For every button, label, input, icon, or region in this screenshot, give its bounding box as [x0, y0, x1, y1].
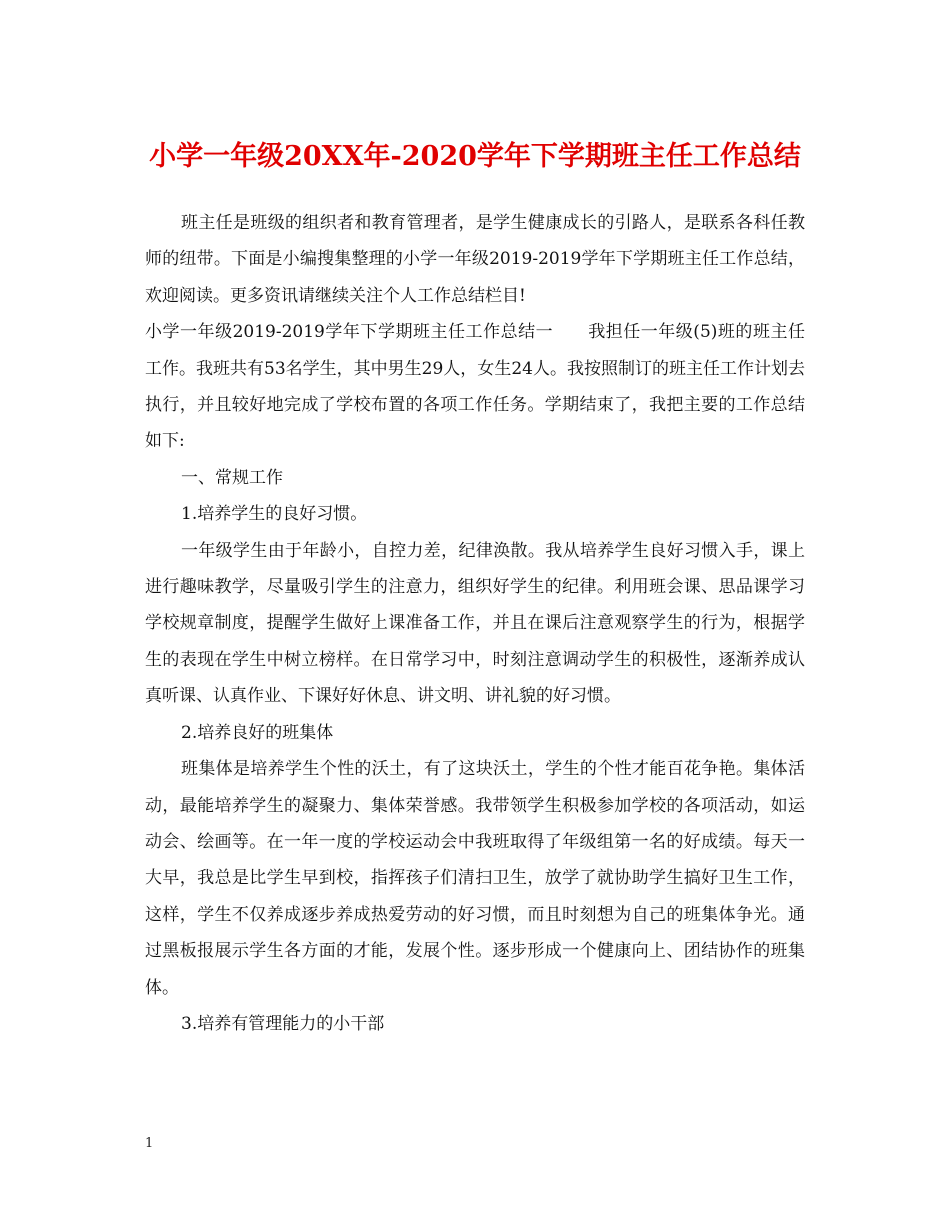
subheading-class-collective: 2.培养良好的班集体	[181, 722, 334, 743]
paragraph-summary-one: 小学一年级2019-2019学年下学期班主任工作总结一 我担任一年级(5)班的班主任工作。我班共有53名学生，其中男生29人，女生24人。我按照制订的班主任工作计划去执行，并且较好地完成了学校布置的各项工作任务。学期结束了，我把主要的工作总结如下:	[145, 322, 805, 452]
section-heading-routine-work: 一、常规工作	[181, 467, 283, 488]
paragraph-good-habits: 一年级学生由于年龄小，自控力差，纪律涣散。我从培养学生良好习惯入手，课上进行趣味教学，尽量吸引学生的注意力，组织好学生的纪律。利用班会课、思品课学习学校规章制度，提醒学生做好上课准备工作，并且在课后注意观察学生的行为，根据学生的表现在学生中树立榜样。在日常学习中，时刻注意调动学生的积极性，逐渐养成认真听课、认真作业、下课好好休息、讲文明、讲礼貌的好习惯。	[145, 540, 805, 707]
page-number: 1	[145, 1136, 154, 1151]
paragraph-intro: 班主任是班级的组织者和教育管理者，是学生健康成长的引路人，是联系各科任教师的纽带。下面是小编搜集整理的小学一年级2019-2019学年下学期班主任工作总结，欢迎阅读。更多资讯请继续关注个人工作总结栏目!	[145, 213, 805, 306]
document-body	[145, 205, 805, 1042]
document-title: 小学一年级20XX年-2020学年下学期班主任工作总结	[149, 141, 801, 172]
subheading-good-habits: 1.培养学生的良好习惯。	[181, 504, 368, 525]
subheading-class-cadres: 3.培养有管理能力的小干部	[181, 1013, 385, 1034]
paragraph-class-collective: 班集体是培养学生个性的沃土，有了这块沃土，学生的个性才能百花争艳。集体活动，最能培养学生的凝聚力、集体荣誉感。我带领学生积极参加学校的各项活动，如运动会、绘画等。在一年一度的学校运动会中我班取得了年级组第一名的好成绩。每天一大早，我总是比学生早到校，指挥孩子们清扫卫生，放学了就协助学生搞好卫生工作，这样，学生不仅养成逐步养成热爱劳动的好习惯，而且时刻想为自己的班集体争光。通过黑板报展示学生各方面的才能，发展个性。逐步形成一个健康向上、团结协作的班集体。	[145, 759, 805, 998]
